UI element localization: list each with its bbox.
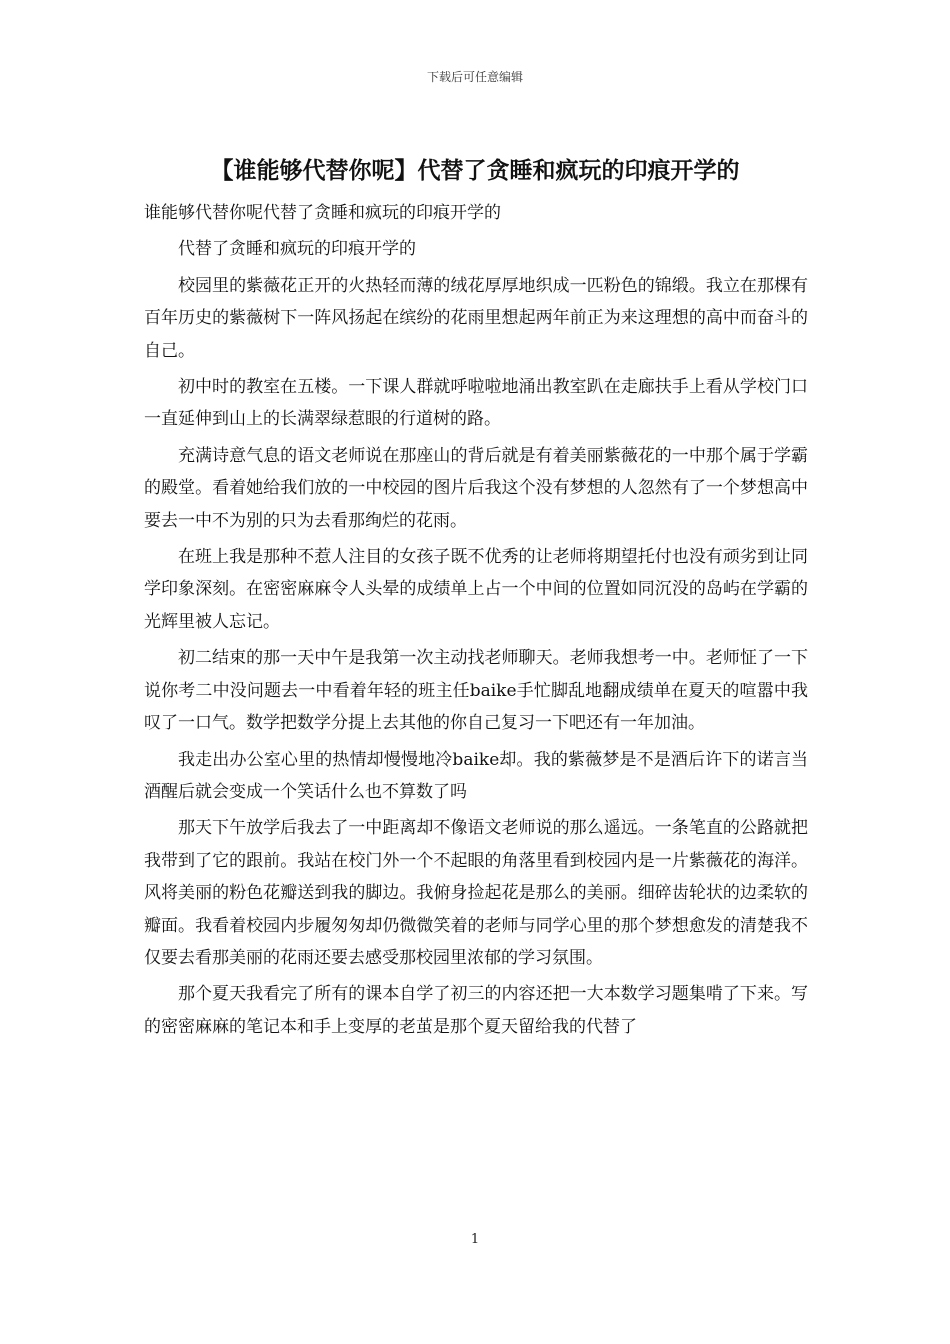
- paragraph: 代替了贪睡和疯玩的印痕开学的: [178, 239, 416, 260]
- paragraph: 初二结束的那一天中午是我第一次主动找老师聊天。老师我想考一中。老师怔了一下说你考二中没问题去一中看着年轻的班主任baike手忙脚乱地翻成绩单在夏天的喧嚣中我叹了一口气。数学把数学分提上去其他的你自己复习一下吧还有一年加油。: [144, 648, 808, 734]
- paragraph: 充满诗意气息的语文老师说在那座山的背后就是有着美丽紫薇花的一中那个属于学霸的殿堂。看着她给我们放的一中校园的图片后我这个没有梦想的人忽然有了一个梦想高中要去一中不为别的只为去看那绚烂的花雨。: [144, 445, 808, 531]
- paragraph: 校园里的紫薇花正开的火热轻而薄的绒花厚厚地织成一匹粉色的锦缎。我立在那棵有百年历史的紫薇树下一阵风扬起在缤纷的花雨里想起两年前正为来这理想的高中而奋斗的自己。: [144, 275, 808, 361]
- document-title: 【谁能够代替你呢】代替了贪睡和疯玩的印痕开学的: [210, 158, 740, 184]
- paragraph: 那天下午放学后我去了一中距离却不像语文老师说的那么遥远。一条笔直的公路就把我带到了它的跟前。我站在校门外一个不起眼的角落里看到校园内是一片紫薇花的海洋。风将美丽的粉色花瓣送到我的脚边。我俯身捡起花是那么的美丽。细碎齿轮状的边柔软的瓣面。我看着校园内步履匆匆却仍微微笑着的老师与同学心里的那个梦想愈发的清楚我不仅要去看那美丽的花雨还要去感受那校园里浓郁的学习氛围。: [144, 818, 808, 968]
- paragraph: 在班上我是那种不惹人注目的女孩子既不优秀的让老师将期望托付也没有顽劣到让同学印象深刻。在密密麻麻令人头晕的成绩单上占一个中间的位置如同沉没的岛屿在学霸的光辉里被人忘记。: [144, 547, 808, 632]
- header-note: 下载后可任意编辑: [426, 70, 523, 84]
- paragraph: 我走出办公室心里的热情却慢慢地冷baike却。我的紫薇梦是不是酒后许下的诺言当酒醒后就会变成一个笑话什么也不算数了吗: [144, 749, 808, 802]
- paragraph: 初中时的教室在五楼。一下课人群就呼啦啦地涌出教室趴在走廊扶手上看从学校门口一直延伸到山上的长满翠绿惹眼的行道树的路。: [144, 377, 808, 430]
- page-number: 1: [470, 1232, 480, 1247]
- document-body: [144, 197, 808, 1047]
- paragraph: 那个夏天我看完了所有的课本自学了初三的内容还把一大本数学习题集啃了下来。写的密密麻麻的笔记本和手上变厚的老茧是那个夏天留给我的代替了: [144, 984, 808, 1037]
- paragraph-subtitle: 谁能够代替你呢代替了贪睡和疯玩的印痕开学的: [144, 203, 501, 223]
